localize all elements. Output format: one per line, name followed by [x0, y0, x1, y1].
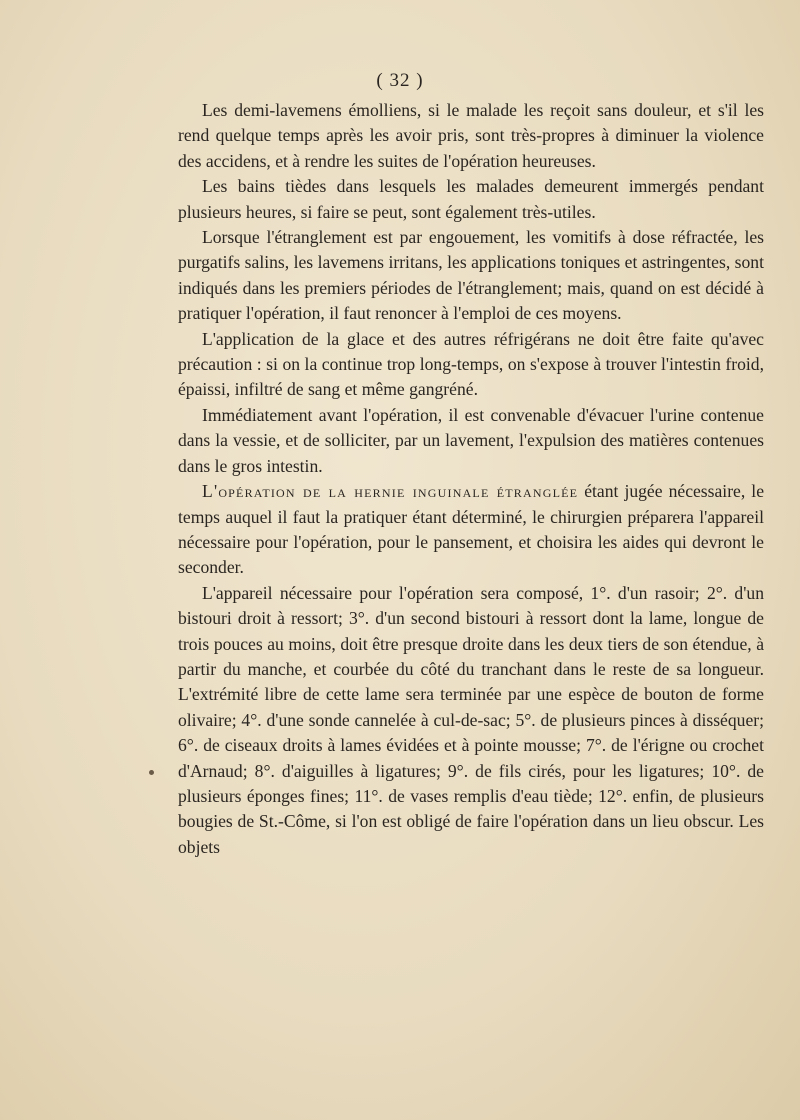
paragraph-2: Les bains tièdes dans lesquels les malades demeurent immergés pendant plusieurs heures, si faire se peut, sont également très-utiles.: [178, 176, 764, 222]
paragraph-1: Les demi-lavemens émolliens, si le malade les reçoit sans douleur, et s'il les rend quelque temps après les avoir pris, sont très-propres à diminuer la violence des accidens, et à rendre les suites de l'opération heureuses.: [178, 100, 764, 171]
paragraph-4: L'application de la glace et des autres réfrigérans ne doit être faite qu'avec précaution : si on la continue trop long-temps, on s'expose à trouver l'intestin froid, épaissi, infiltré de sang et même gangréné.: [178, 328, 764, 400]
paragraph-6-text: étant jugée nécessaire, le temps auquel il faut la pratiquer étant déterminé, le chirurgien préparera l'appareil nécessaire pour l'opération, pour le pansement, et choisira les aides qui devront le seconder.: [178, 481, 764, 578]
paragraph-3: Lorsque l'étranglement est par engouement, les vomitifs à dose réfractée, les purgatifs salins, les lavemens irritans, les applications toniques et astringentes, sont indiqués dans les premiers périodes de l'étranglement; mais, quand on est décidé à pratiquer l'opération, il faut renoncer à l'emploi de ces moyens.: [178, 227, 764, 324]
paragraph-6: [178, 479, 764, 581]
section-heading: L'opération de la hernie inguinale étranglée: [202, 481, 579, 502]
paragraph-5: Immédiatement avant l'opération, il est convenable d'évacuer l'urine contenue dans la vessie, et de solliciter, par un lavement, l'expulsion des matières contenues dans le gros intestin.: [178, 404, 764, 476]
body-text: [178, 98, 764, 860]
ink-spot: [149, 770, 154, 775]
paragraph-7: L'appareil nécessaire pour l'opération sera composé, 1°. d'un rasoir; 2°. d'un bistouri droit à ressort; 3°. d'un second bistouri à ressort dont la lame, longue de trois pouces au moins, doit être presque droite dans les deux tiers de son étendue, à partir du manche, et courbée du côté du tranchant dans le reste de sa longueur. L'extrémité libre de cette lame sera terminée par une espèce de bouton de forme olivaire; 4°. d'une sonde cannelée à cul-de-sac; 5°. de plusieurs pinces à disséquer; 6°. de ciseaux droits à lames évidées et à pointe mousse; 7°. de l'érigne ou crochet d'Arnaud; 8°. d'aiguilles à ligatures; 9°. de fils cirés, pour les ligatures; 10°. de plusieurs éponges fines; 11°. de vases remplis d'eau tiède; 12°. enfin, de plusieurs bougies de St.-Côme, si l'on est obligé de faire l'opération dans un lieu obscur. Les objets: [178, 582, 764, 857]
page-number: ( 32 ): [376, 70, 424, 91]
